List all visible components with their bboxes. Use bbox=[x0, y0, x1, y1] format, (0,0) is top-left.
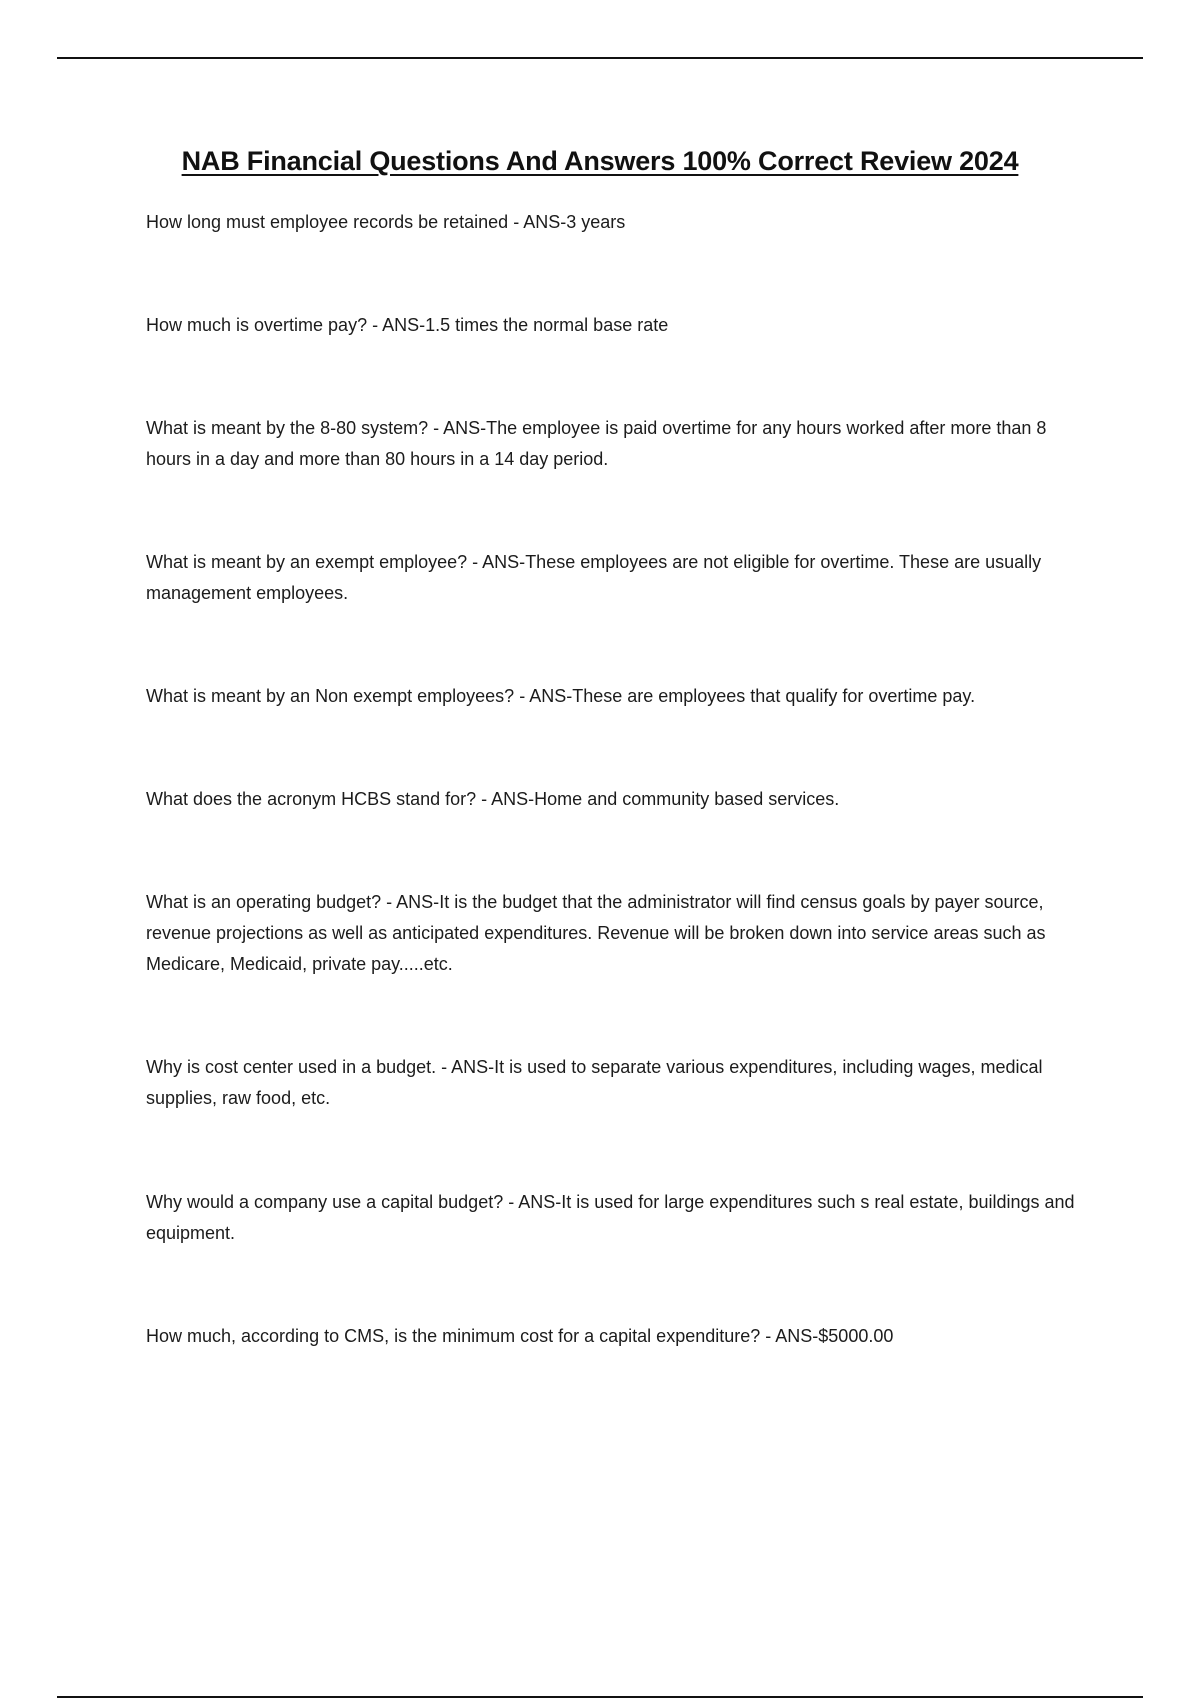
answer: These are employees that qualify for overtime pay. bbox=[572, 686, 976, 706]
answer: These employees are not eligible for overtime. These are usually management employees. bbox=[146, 552, 1042, 603]
answer-separator: - ANS- bbox=[467, 552, 526, 572]
answer: $5000.00 bbox=[818, 1326, 894, 1346]
qa-item bbox=[146, 547, 1096, 609]
qa-item bbox=[146, 1052, 1096, 1114]
answer-separator: - ANS- bbox=[508, 212, 567, 232]
answer: It is used to separate various expenditures, including wages, medical supplies, raw food, etc. bbox=[146, 1057, 1043, 1108]
qa-item bbox=[146, 681, 1096, 712]
answer-separator: - ANS- bbox=[381, 892, 440, 912]
question: What is meant by the 8-80 system? bbox=[146, 418, 429, 438]
answer: It is used for large expenditures such s real estate, buildings and equipment. bbox=[146, 1192, 1075, 1243]
top-divider bbox=[57, 57, 1143, 59]
question: How long must employee records be retained bbox=[146, 212, 509, 232]
question: What is meant by an exempt employee? bbox=[146, 552, 468, 572]
question: Why is cost center used in a budget. bbox=[146, 1057, 437, 1077]
qa-item bbox=[146, 310, 1096, 341]
document-title: NAB Financial Questions And Answers 100% Correct Review 2024 bbox=[181, 146, 1019, 176]
qa-item bbox=[146, 1321, 1096, 1352]
answer: Home and community based services. bbox=[534, 789, 840, 809]
question: How much, according to CMS, is the minimum cost for a capital expenditure? bbox=[146, 1326, 761, 1346]
answer: 3 years bbox=[566, 212, 626, 232]
answer-separator: - ANS- bbox=[514, 686, 573, 706]
answer-separator: - ANS- bbox=[428, 418, 487, 438]
answer: 1.5 times the normal base rate bbox=[425, 315, 669, 335]
answer-separator: - ANS- bbox=[367, 315, 426, 335]
answer-separator: - ANS- bbox=[436, 1057, 495, 1077]
answer-separator: - ANS- bbox=[760, 1326, 819, 1346]
answer-separator: - ANS- bbox=[476, 789, 535, 809]
answer: It is the budget that the administrator will find census goals by payer source, revenue projections as well as anticipated expenditures. Revenue will be broken down into service areas such as Medicare, Medicaid, private pay.....etc. bbox=[146, 892, 1046, 974]
qa-item bbox=[146, 207, 1096, 238]
question: Why would a company use a capital budget? bbox=[146, 1192, 504, 1212]
question: What is an operating budget? bbox=[146, 892, 382, 912]
qa-item bbox=[146, 887, 1096, 980]
qa-item bbox=[146, 784, 1096, 815]
qa-item bbox=[146, 1187, 1096, 1249]
question: What does the acronym HCBS stand for? bbox=[146, 789, 477, 809]
qa-item bbox=[146, 413, 1096, 475]
question: What is meant by an Non exempt employees? bbox=[146, 686, 515, 706]
question: How much is overtime pay? bbox=[146, 315, 368, 335]
answer: The employee is paid overtime for any hours worked after more than 8 hours in a day and more than 80 hours in a 14 day period. bbox=[146, 418, 1047, 469]
bottom-divider bbox=[57, 1696, 1143, 1698]
answer-separator: - ANS- bbox=[503, 1192, 562, 1212]
